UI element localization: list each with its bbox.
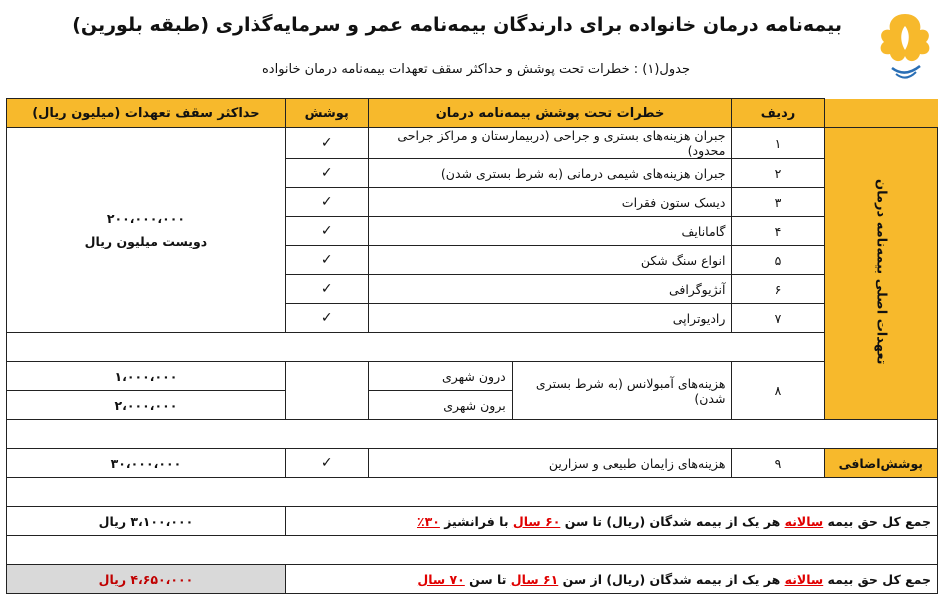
- header-cap: حداکثر سقف تعهدات (میلیون ریال): [7, 99, 286, 128]
- total-1-text-c: با فرانشیز: [439, 513, 513, 529]
- table-row-ambulance-inner: [7, 362, 938, 391]
- main-cap-cell: [7, 128, 286, 333]
- total-row-2: [7, 565, 938, 594]
- risk-text: رادیوتراپی: [368, 304, 732, 333]
- table-row: [7, 128, 938, 159]
- check-icon: ✓: [285, 128, 368, 159]
- header-row-no: ردیف: [732, 99, 824, 128]
- total-1-red-b: ۶۰ سال: [512, 513, 561, 529]
- total-2-red-a: سالانه: [784, 571, 824, 587]
- total-row-1: [7, 507, 938, 536]
- extra-cap: ۳۰،۰۰۰،۰۰۰: [7, 449, 286, 478]
- total-2-red-b: ۶۱ سال: [510, 571, 559, 587]
- risk-text: دیسک ستون فقرات: [368, 188, 732, 217]
- total-2-text-b: هر یک از بیمه شدگان (ریال) از سن: [558, 571, 785, 587]
- ambulance-inner-cap: ۱،۰۰۰،۰۰۰: [7, 362, 286, 391]
- table-header-row: [7, 99, 938, 128]
- table-caption: جدول(۱) : خطرات تحت پوشش و حداکثر سقف تعهدات بیمه‌نامه درمان خانواده: [262, 62, 690, 77]
- row-number: ۷: [732, 304, 824, 333]
- risk-text: گامانایف: [368, 217, 732, 246]
- total-2-text-a: جمع کل حق بیمه: [823, 571, 931, 587]
- header-blank: [824, 99, 937, 128]
- coverage-table: [6, 98, 938, 594]
- side-label-extra: پوشش‌اضافی: [824, 449, 937, 478]
- risk-text: جبران هزینه‌های شیمی درمانی (به شرط بستری شدن): [368, 159, 732, 188]
- check-icon: ✓: [285, 246, 368, 275]
- check-icon: ✓: [285, 217, 368, 246]
- total-1-red-c: ۳۰٪: [417, 513, 440, 529]
- page-title: بیمه‌نامه درمان خانواده برای دارندگان بیمه‌نامه عمر و سرمایه‌گذاری (طبقه بلورین): [72, 14, 842, 36]
- total-1-text-a: جمع کل حق بیمه: [823, 513, 931, 529]
- risk-text: جبران هزینه‌های بستری و جراحی (دربیمارستان و مراکز جراحی محدود): [368, 128, 732, 159]
- check-icon: ✓: [285, 449, 368, 478]
- risk-text: هزینه‌های آمبولانس (به شرط بستری شدن): [512, 362, 732, 420]
- main-cap-value: ۲۰۰،۰۰۰،۰۰۰: [106, 211, 186, 226]
- total-1-label: [285, 507, 937, 536]
- total-2-red-c: ۷۰ سال: [417, 571, 465, 587]
- total-1-price: ۳،۱۰۰،۰۰۰ ریال: [7, 507, 286, 536]
- ambulance-outer-label: برون شهری: [368, 391, 512, 420]
- coverage-cell-empty: [285, 362, 368, 420]
- check-icon: ✓: [285, 188, 368, 217]
- row-number: ۶: [732, 275, 824, 304]
- total-2-price: ۴،۶۵۰،۰۰۰ ریال: [7, 565, 286, 594]
- risk-text: آنژیوگرافی: [368, 275, 732, 304]
- check-icon: ✓: [285, 304, 368, 333]
- row-number: ۸: [732, 362, 824, 420]
- row-number: ۵: [732, 246, 824, 275]
- ambulance-inner-label: درون شهری: [368, 362, 512, 391]
- total-1-text-b: هر یک از بیمه شدگان (ریال) تا سن: [560, 513, 785, 529]
- row-number: ۱: [732, 128, 824, 159]
- total-1-red-a: سالانه: [784, 513, 824, 529]
- row-number: ۴: [732, 217, 824, 246]
- check-icon: ✓: [285, 159, 368, 188]
- side-label-main: [824, 128, 937, 420]
- header-coverage: پوشش: [285, 99, 368, 128]
- row-number: ۹: [732, 449, 824, 478]
- table-row-extra: [7, 449, 938, 478]
- check-icon: ✓: [285, 275, 368, 304]
- total-2-label: [285, 565, 937, 594]
- risk-text: انواع سنگ شکن: [368, 246, 732, 275]
- side-label-main-text: تعهدات اصلی بیمه‌نامه درمان: [873, 179, 889, 365]
- row-number: ۳: [732, 188, 824, 217]
- main-cap-text: دویست میلیون ریال: [84, 234, 208, 249]
- row-number: ۲: [732, 159, 824, 188]
- total-2-text-c: تا سن: [464, 571, 511, 587]
- ambulance-outer-cap: ۲،۰۰۰،۰۰۰: [7, 391, 286, 420]
- company-logo: [872, 6, 938, 84]
- header-risks: خطرات تحت پوشش بیمه‌نامه درمان: [368, 99, 732, 128]
- risk-text: هزینه‌های زایمان طبیعی و سزارین: [368, 449, 732, 478]
